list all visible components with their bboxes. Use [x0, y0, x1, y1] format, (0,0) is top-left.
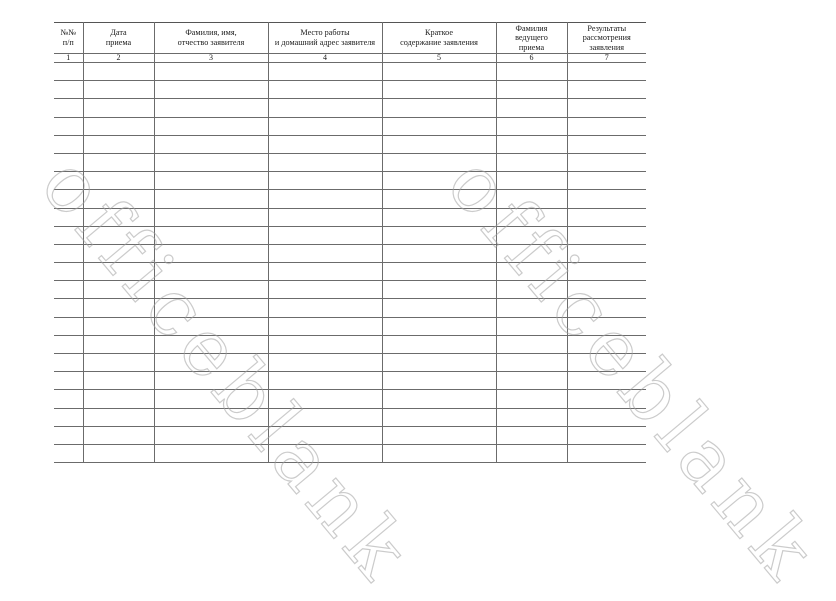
table-cell	[54, 390, 83, 408]
table-cell	[54, 372, 83, 390]
header-row-number: №№ п/п	[54, 23, 83, 54]
table-cell	[154, 190, 268, 208]
header-applicant-name: Фамилия, имя, отчество заявителя	[154, 23, 268, 54]
table-cell	[54, 153, 83, 171]
table-cell	[83, 63, 154, 81]
table-cell	[268, 426, 382, 444]
table-cell	[54, 335, 83, 353]
table-cell	[567, 63, 646, 81]
table-cell	[268, 172, 382, 190]
table-cell	[83, 81, 154, 99]
table-cell	[83, 263, 154, 281]
table-cell	[382, 135, 496, 153]
table-cell	[54, 81, 83, 99]
table-cell	[496, 117, 567, 135]
table-cell	[496, 63, 567, 81]
table-cell	[154, 208, 268, 226]
table-cell	[382, 354, 496, 372]
table-cell	[496, 172, 567, 190]
table-row	[54, 172, 646, 190]
table-cell	[567, 153, 646, 171]
table-cell	[54, 408, 83, 426]
table-cell	[567, 299, 646, 317]
table-cell	[154, 335, 268, 353]
table-cell	[382, 335, 496, 353]
table-cell	[567, 172, 646, 190]
table-cell	[496, 135, 567, 153]
column-number-2: 2	[83, 54, 154, 63]
table-cell	[154, 426, 268, 444]
table-row	[54, 390, 646, 408]
table-cell	[268, 63, 382, 81]
table-cell	[83, 208, 154, 226]
table-cell	[496, 81, 567, 99]
table-row	[54, 444, 646, 462]
table-cell	[496, 153, 567, 171]
table-row	[54, 299, 646, 317]
column-number-6: 6	[496, 54, 567, 63]
table-row	[54, 335, 646, 353]
table-row	[54, 372, 646, 390]
table-cell	[567, 390, 646, 408]
table-cell	[496, 226, 567, 244]
table-cell	[268, 226, 382, 244]
table-cell	[567, 226, 646, 244]
table-cell	[567, 208, 646, 226]
table-cell	[496, 390, 567, 408]
table-cell	[54, 263, 83, 281]
table-cell	[496, 426, 567, 444]
table-cell	[496, 244, 567, 262]
table-cell	[567, 335, 646, 353]
table-cell	[496, 99, 567, 117]
table-cell	[154, 99, 268, 117]
table-row	[54, 354, 646, 372]
table-cell	[154, 153, 268, 171]
table-cell	[567, 244, 646, 262]
table-cell	[268, 208, 382, 226]
table-cell	[54, 426, 83, 444]
header-row	[54, 23, 646, 54]
table-cell	[382, 63, 496, 81]
column-number-7: 7	[567, 54, 646, 63]
table-cell	[154, 281, 268, 299]
column-number-4: 4	[268, 54, 382, 63]
table-cell	[382, 426, 496, 444]
table-cell	[54, 317, 83, 335]
table-cell	[83, 299, 154, 317]
table-cell	[83, 354, 154, 372]
table-cell	[83, 390, 154, 408]
table-cell	[154, 263, 268, 281]
table-cell	[54, 190, 83, 208]
table-row	[54, 117, 646, 135]
table-cell	[154, 135, 268, 153]
table-cell	[496, 208, 567, 226]
table-cell	[54, 135, 83, 153]
table-cell	[154, 81, 268, 99]
column-number-1: 1	[54, 54, 83, 63]
table-cell	[83, 190, 154, 208]
table-cell	[567, 81, 646, 99]
table-cell	[268, 390, 382, 408]
table-cell	[154, 244, 268, 262]
table-row	[54, 244, 646, 262]
table-cell	[83, 99, 154, 117]
table-row	[54, 135, 646, 153]
table-cell	[268, 281, 382, 299]
table-cell	[567, 117, 646, 135]
journal-body	[54, 63, 646, 463]
table-row	[54, 408, 646, 426]
table-row	[54, 426, 646, 444]
table-cell	[154, 172, 268, 190]
table-cell	[567, 372, 646, 390]
table-cell	[382, 281, 496, 299]
column-number-row	[54, 54, 646, 63]
header-receiver-name: Фамилия ведущего приема	[496, 23, 567, 54]
table-cell	[268, 354, 382, 372]
table-cell	[268, 244, 382, 262]
column-number-5: 5	[382, 54, 496, 63]
table-cell	[83, 317, 154, 335]
table-cell	[83, 444, 154, 462]
table-cell	[382, 263, 496, 281]
table-cell	[567, 135, 646, 153]
table-cell	[154, 444, 268, 462]
table-cell	[83, 281, 154, 299]
table-cell	[268, 81, 382, 99]
table-cell	[382, 390, 496, 408]
table-cell	[54, 99, 83, 117]
journal-table	[54, 22, 646, 463]
table-cell	[268, 99, 382, 117]
header-results: Результаты рассмотрения заявления	[567, 23, 646, 54]
table-cell	[54, 444, 83, 462]
table-cell	[496, 408, 567, 426]
table-cell	[382, 299, 496, 317]
table-cell	[382, 244, 496, 262]
header-workplace-address: Место работы и домашний адрес заявителя	[268, 23, 382, 54]
table-row	[54, 317, 646, 335]
table-cell	[496, 444, 567, 462]
table-row	[54, 153, 646, 171]
table-cell	[154, 372, 268, 390]
table-cell	[496, 190, 567, 208]
table-cell	[54, 63, 83, 81]
table-cell	[382, 81, 496, 99]
table-cell	[268, 153, 382, 171]
table-cell	[382, 317, 496, 335]
table-cell	[268, 135, 382, 153]
table-cell	[54, 208, 83, 226]
table-cell	[83, 372, 154, 390]
table-cell	[268, 317, 382, 335]
table-cell	[382, 408, 496, 426]
table-cell	[154, 63, 268, 81]
table-cell	[496, 281, 567, 299]
table-cell	[268, 444, 382, 462]
table-cell	[83, 226, 154, 244]
table-row	[54, 190, 646, 208]
table-cell	[567, 444, 646, 462]
table-cell	[268, 299, 382, 317]
table-cell	[83, 426, 154, 444]
table-cell	[567, 263, 646, 281]
table-cell	[83, 244, 154, 262]
table-cell	[382, 444, 496, 462]
table-cell	[154, 354, 268, 372]
table-cell	[83, 408, 154, 426]
table-cell	[54, 281, 83, 299]
table-cell	[496, 299, 567, 317]
table-cell	[567, 317, 646, 335]
table-row	[54, 99, 646, 117]
table-cell	[567, 426, 646, 444]
table-cell	[268, 408, 382, 426]
table-cell	[268, 372, 382, 390]
table-cell	[54, 354, 83, 372]
watermark-logo: officeblank	[23, 140, 431, 601]
table-cell	[154, 226, 268, 244]
table-row	[54, 208, 646, 226]
table-cell	[83, 172, 154, 190]
table-cell	[496, 354, 567, 372]
table-cell	[268, 335, 382, 353]
table-row	[54, 226, 646, 244]
table-cell	[268, 263, 382, 281]
column-number-3: 3	[154, 54, 268, 63]
table-row	[54, 63, 646, 81]
table-cell	[54, 117, 83, 135]
table-cell	[154, 117, 268, 135]
table-cell	[382, 190, 496, 208]
table-cell	[154, 390, 268, 408]
table-cell	[496, 335, 567, 353]
table-cell	[83, 135, 154, 153]
table-cell	[268, 117, 382, 135]
table-cell	[382, 226, 496, 244]
table-cell	[54, 299, 83, 317]
table-row	[54, 81, 646, 99]
table-cell	[154, 408, 268, 426]
header-date: Дата приема	[83, 23, 154, 54]
table-cell	[154, 317, 268, 335]
table-cell	[268, 190, 382, 208]
table-cell	[567, 99, 646, 117]
table-row	[54, 281, 646, 299]
table-cell	[83, 153, 154, 171]
table-cell	[54, 172, 83, 190]
table-cell	[567, 354, 646, 372]
table-cell	[154, 299, 268, 317]
table-cell	[382, 372, 496, 390]
table-cell	[496, 372, 567, 390]
table-cell	[382, 208, 496, 226]
table-cell	[54, 226, 83, 244]
table-cell	[83, 117, 154, 135]
table-row	[54, 263, 646, 281]
table-cell	[567, 281, 646, 299]
table-cell	[496, 263, 567, 281]
table-cell	[382, 153, 496, 171]
table-cell	[83, 335, 154, 353]
table-cell	[382, 99, 496, 117]
table-cell	[54, 244, 83, 262]
table-cell	[496, 317, 567, 335]
header-summary: Краткое содержание заявления	[382, 23, 496, 54]
table-cell	[567, 408, 646, 426]
table-cell	[567, 190, 646, 208]
table-cell	[382, 117, 496, 135]
watermark-logo: officeblank	[429, 140, 836, 601]
table-cell	[382, 172, 496, 190]
